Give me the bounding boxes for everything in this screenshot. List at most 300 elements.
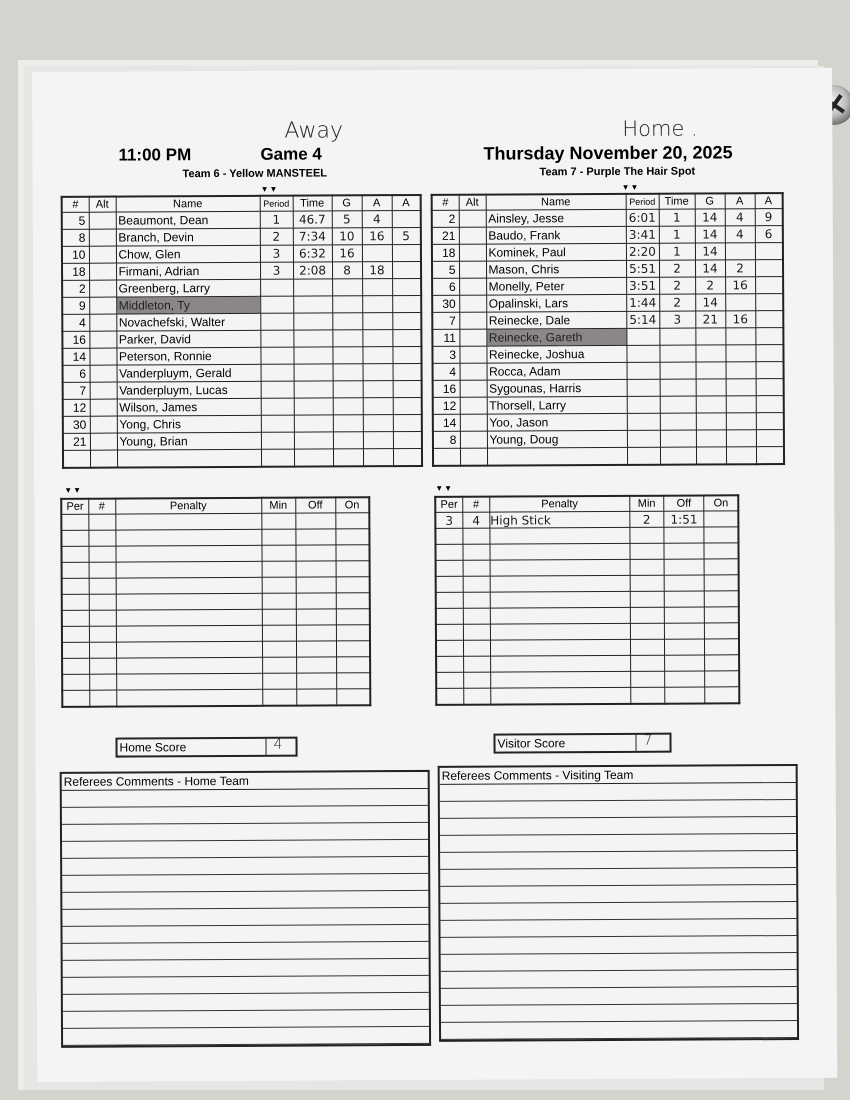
penalty-header-row bbox=[61, 497, 369, 514]
assist-2 bbox=[755, 243, 783, 260]
assist-2 bbox=[392, 261, 421, 278]
comment-line bbox=[62, 891, 428, 910]
comment-line bbox=[441, 1004, 797, 1023]
col-per-header: Per bbox=[61, 499, 88, 515]
goal-scorer: 2 bbox=[695, 277, 725, 294]
penalty-off-time bbox=[664, 559, 704, 575]
col-name-header: Name bbox=[486, 194, 626, 210]
goal-scorer: 14 bbox=[695, 243, 725, 260]
goal-period bbox=[261, 381, 294, 398]
penalty-type bbox=[491, 687, 631, 704]
penalty-on-time bbox=[336, 561, 370, 577]
player-number: 8 bbox=[433, 431, 460, 448]
assist-1 bbox=[363, 449, 393, 467]
player-name: Middleton, Ty bbox=[116, 296, 260, 314]
penalty-player-number bbox=[89, 642, 116, 658]
comment-line bbox=[440, 834, 796, 853]
assist-2 bbox=[756, 362, 784, 379]
goal-time bbox=[293, 279, 332, 296]
assist-1: 16 bbox=[362, 228, 392, 245]
home-comments-box bbox=[60, 770, 431, 1048]
assist-1 bbox=[726, 413, 756, 430]
assist-2 bbox=[393, 363, 422, 380]
penalty-off-time bbox=[295, 529, 335, 545]
penalty-type bbox=[116, 561, 262, 578]
player-number: 7 bbox=[63, 382, 90, 399]
table-row bbox=[432, 243, 783, 262]
goal-period bbox=[627, 362, 660, 379]
table-row bbox=[436, 687, 739, 705]
penalty-off-time bbox=[664, 543, 704, 559]
penalty-on-time bbox=[704, 559, 738, 575]
player-number: 30 bbox=[432, 295, 459, 312]
table-row bbox=[433, 447, 784, 466]
penalty-player-number bbox=[89, 562, 116, 578]
goal-period bbox=[260, 347, 293, 364]
goal-scorer bbox=[333, 415, 363, 432]
goal-time bbox=[660, 379, 696, 396]
penalty-period bbox=[62, 578, 89, 594]
player-alt bbox=[459, 261, 486, 278]
player-alt bbox=[459, 312, 486, 329]
col-off-header: Off bbox=[295, 497, 335, 513]
player-number: 10 bbox=[62, 246, 89, 263]
player-name: Monelly, Peter bbox=[486, 277, 626, 295]
goal-scorer: 14 bbox=[695, 209, 725, 226]
table-row bbox=[432, 345, 783, 364]
penalty-player-number bbox=[463, 592, 490, 608]
table-row bbox=[435, 527, 738, 545]
assist-1: 4 bbox=[362, 211, 392, 228]
assist-2 bbox=[392, 210, 421, 227]
goal-period bbox=[260, 330, 293, 347]
assist-2 bbox=[755, 260, 783, 277]
assist-1 bbox=[726, 379, 756, 396]
penalty-minutes bbox=[630, 655, 664, 671]
table-row bbox=[63, 397, 422, 416]
player-alt bbox=[89, 246, 116, 263]
assist-2 bbox=[392, 329, 421, 346]
penalty-period bbox=[62, 610, 89, 626]
player-alt bbox=[460, 380, 487, 397]
comment-line bbox=[63, 1010, 429, 1029]
col-on-header: On bbox=[335, 497, 369, 513]
col-per-header: Per bbox=[435, 497, 462, 513]
penalty-period bbox=[436, 656, 463, 672]
col-penalty-header: Penalty bbox=[115, 498, 261, 514]
player-name: Reinecke, Dale bbox=[486, 311, 626, 329]
assist-2 bbox=[392, 244, 421, 261]
penalty-type bbox=[490, 559, 630, 576]
assist-2 bbox=[393, 448, 422, 466]
table-row bbox=[62, 609, 370, 627]
away-handwritten-note: Away bbox=[284, 118, 344, 144]
table-row bbox=[62, 210, 421, 229]
goal-scorer bbox=[332, 296, 362, 313]
penalty-player-number: 4 bbox=[462, 512, 489, 528]
player-number: 16 bbox=[62, 331, 89, 348]
goal-time bbox=[660, 396, 696, 413]
penalty-player-number bbox=[463, 528, 490, 544]
goal-scorer bbox=[332, 330, 362, 347]
goal-scorer: 14 bbox=[695, 260, 725, 277]
game-date: Thursday November 20, 2025 bbox=[483, 142, 733, 164]
penalty-player-number bbox=[89, 594, 116, 610]
col-off-header: Off bbox=[664, 495, 704, 511]
penalty-type bbox=[116, 673, 262, 690]
penalty-on-time bbox=[335, 529, 369, 545]
assist-2: 6 bbox=[755, 226, 783, 243]
player-name: Wilson, James bbox=[117, 398, 261, 416]
table-row bbox=[62, 227, 421, 246]
goal-period bbox=[260, 313, 293, 330]
player-alt bbox=[460, 414, 487, 431]
goal-time: 2 bbox=[659, 260, 695, 277]
penalty-type bbox=[116, 625, 262, 642]
assist-1: 18 bbox=[362, 262, 392, 279]
table-row bbox=[432, 260, 783, 279]
assist-2 bbox=[756, 447, 784, 465]
goal-period: 6:01 bbox=[626, 209, 659, 226]
home-score-box bbox=[115, 737, 297, 758]
comment-line bbox=[440, 902, 796, 921]
goal-scorer bbox=[333, 364, 363, 381]
goal-scorer bbox=[696, 396, 726, 413]
penalty-off-time bbox=[296, 593, 336, 609]
table-row bbox=[62, 673, 370, 691]
penalty-type bbox=[490, 671, 630, 688]
penalty-type bbox=[490, 575, 630, 592]
home-penalty-arrows-icon: ▼▼ bbox=[435, 483, 454, 493]
comment-line bbox=[62, 925, 428, 944]
assist-1 bbox=[725, 328, 755, 345]
penalty-on-time bbox=[704, 511, 738, 527]
penalty-header-row bbox=[435, 495, 738, 512]
player-number: 21 bbox=[63, 433, 90, 450]
goal-scorer: 21 bbox=[695, 311, 725, 328]
goal-period: 5:51 bbox=[626, 260, 659, 277]
goal-scorer bbox=[696, 447, 726, 465]
penalty-period bbox=[436, 592, 463, 608]
penalty-minutes bbox=[262, 577, 296, 593]
assist-1 bbox=[726, 447, 756, 465]
player-name: Rocca, Adam bbox=[487, 362, 627, 380]
assist-1 bbox=[363, 381, 393, 398]
table-row bbox=[61, 513, 369, 531]
player-number: 18 bbox=[62, 263, 89, 280]
table-row bbox=[63, 448, 422, 467]
goal-period bbox=[627, 430, 660, 447]
penalty-on-time bbox=[705, 623, 739, 639]
goal-period bbox=[261, 415, 294, 432]
penalty-minutes bbox=[630, 543, 664, 559]
assist-2 bbox=[392, 295, 421, 312]
player-name: Thorsell, Larry bbox=[487, 396, 627, 414]
home-score-value: 4 bbox=[273, 736, 283, 753]
player-number: 14 bbox=[433, 414, 460, 431]
penalty-player-number bbox=[89, 626, 116, 642]
assist-2 bbox=[393, 380, 422, 397]
table-row bbox=[63, 380, 422, 399]
player-name: Greenberg, Larry bbox=[116, 279, 260, 297]
goal-time bbox=[293, 313, 332, 330]
col-assist2-header: A bbox=[755, 193, 783, 209]
table-row bbox=[436, 575, 739, 593]
penalty-player-number bbox=[463, 624, 490, 640]
assist-2 bbox=[755, 277, 783, 294]
player-number: 5 bbox=[62, 212, 89, 229]
penalty-off-time bbox=[295, 513, 335, 529]
assist-1 bbox=[362, 296, 392, 313]
penalty-on-time bbox=[705, 639, 739, 655]
player-name: Reinecke, Gareth bbox=[486, 328, 626, 346]
goal-time bbox=[294, 449, 333, 467]
player-alt bbox=[460, 448, 487, 466]
penalty-on-time bbox=[704, 591, 738, 607]
player-number: 4 bbox=[62, 314, 89, 331]
goal-period: 5:14 bbox=[626, 311, 659, 328]
assist-2 bbox=[756, 379, 784, 396]
home-roster-table bbox=[431, 192, 785, 467]
goal-time bbox=[294, 415, 333, 432]
col-time-header: Time bbox=[293, 195, 332, 211]
penalty-player-number bbox=[463, 640, 490, 656]
assist-2: 9 bbox=[755, 209, 783, 226]
assist-1 bbox=[726, 430, 756, 447]
goal-scorer bbox=[695, 345, 725, 362]
goal-period: 3:51 bbox=[626, 277, 659, 294]
table-row bbox=[62, 641, 370, 659]
goal-time: 2 bbox=[659, 294, 695, 311]
goal-time bbox=[294, 381, 333, 398]
goal-period: 2 bbox=[260, 228, 293, 245]
penalty-off-time bbox=[296, 657, 336, 673]
player-number: 12 bbox=[433, 397, 460, 414]
table-row bbox=[436, 591, 739, 609]
player-name: Branch, Devin bbox=[116, 228, 260, 246]
player-alt bbox=[459, 295, 486, 312]
penalty-off-time bbox=[665, 655, 705, 671]
penalty-type bbox=[116, 593, 262, 610]
penalty-period bbox=[62, 626, 89, 642]
comment-line bbox=[63, 959, 429, 978]
home-score-divider bbox=[265, 739, 266, 755]
col-assist1-header: A bbox=[362, 195, 392, 211]
penalty-type bbox=[490, 527, 630, 544]
penalty-minutes bbox=[262, 609, 296, 625]
penalty-player-number bbox=[89, 658, 116, 674]
table-row bbox=[436, 607, 739, 625]
assist-1 bbox=[362, 347, 392, 364]
goal-scorer bbox=[333, 398, 363, 415]
penalty-minutes bbox=[630, 687, 664, 704]
home-penalty-table bbox=[434, 494, 740, 706]
penalty-on-time bbox=[335, 545, 369, 561]
penalty-period bbox=[62, 658, 89, 674]
table-row bbox=[62, 657, 370, 675]
goal-period bbox=[261, 364, 294, 381]
penalty-off-time bbox=[664, 575, 704, 591]
penalty-minutes bbox=[262, 641, 296, 657]
penalty-period bbox=[61, 530, 88, 546]
col-goal-header: G bbox=[695, 193, 725, 209]
player-name: Opalinski, Lars bbox=[486, 294, 626, 312]
col-min-header: Min bbox=[261, 498, 295, 514]
penalty-player-number bbox=[88, 546, 115, 562]
penalty-minutes bbox=[630, 591, 664, 607]
player-name: Beaumont, Dean bbox=[116, 211, 260, 229]
table-row bbox=[432, 294, 783, 313]
goal-period bbox=[261, 432, 294, 449]
goal-period: 1:44 bbox=[626, 294, 659, 311]
table-row bbox=[435, 511, 738, 529]
penalty-player-number bbox=[89, 674, 116, 690]
penalty-period bbox=[436, 624, 463, 640]
penalty-period bbox=[62, 562, 89, 578]
goal-time: 1 bbox=[659, 226, 695, 243]
player-alt bbox=[90, 450, 117, 468]
visiting-comments-box bbox=[438, 764, 799, 1042]
assist-1 bbox=[725, 345, 755, 362]
player-number: 9 bbox=[62, 297, 89, 314]
penalty-on-time bbox=[705, 607, 739, 623]
home-comments-title: Referees Comments - Home Team bbox=[62, 772, 428, 791]
penalty-player-number bbox=[463, 688, 490, 705]
penalty-period bbox=[436, 576, 463, 592]
away-arrows-icon: ▼▼ bbox=[260, 184, 279, 194]
player-number: 7 bbox=[432, 312, 459, 329]
penalty-off-time bbox=[296, 609, 336, 625]
penalty-minutes bbox=[261, 529, 295, 545]
col-goal-header: G bbox=[332, 195, 362, 211]
col-on-header: On bbox=[704, 495, 738, 511]
penalty-period bbox=[436, 640, 463, 656]
assist-1 bbox=[726, 396, 756, 413]
visitor-score-divider bbox=[635, 735, 636, 751]
goal-time bbox=[293, 347, 332, 364]
assist-2 bbox=[756, 396, 784, 413]
goal-scorer: 14 bbox=[695, 226, 725, 243]
table-row bbox=[62, 312, 421, 331]
penalty-minutes: 2 bbox=[630, 511, 664, 527]
player-name: Reinecke, Joshua bbox=[486, 345, 626, 363]
penalty-period bbox=[436, 560, 463, 576]
penalty-off-time bbox=[665, 687, 705, 704]
assist-1 bbox=[363, 398, 393, 415]
player-alt bbox=[90, 365, 117, 382]
col-alt-header: Alt bbox=[89, 197, 116, 213]
player-name: Vanderpluym, Lucas bbox=[117, 381, 261, 399]
col-min-header: Min bbox=[629, 496, 663, 512]
assist-1 bbox=[362, 313, 392, 330]
player-alt bbox=[459, 278, 486, 295]
penalty-minutes bbox=[630, 671, 664, 687]
assist-1 bbox=[363, 364, 393, 381]
scoresheet bbox=[32, 68, 837, 1082]
penalty-player-number bbox=[463, 576, 490, 592]
home-score-label: Home Score bbox=[119, 740, 187, 755]
penalty-period bbox=[436, 608, 463, 624]
comment-line bbox=[441, 987, 797, 1006]
player-name: Young, Brian bbox=[117, 432, 261, 450]
assist-2 bbox=[393, 414, 422, 431]
col-alt-header: Alt bbox=[459, 195, 486, 211]
penalty-type bbox=[115, 513, 261, 530]
comment-line bbox=[440, 919, 796, 938]
col-number-header: # bbox=[62, 197, 89, 213]
penalty-player-number bbox=[463, 544, 490, 560]
goal-time bbox=[660, 447, 696, 465]
penalty-period bbox=[62, 642, 89, 658]
table-row bbox=[436, 655, 739, 673]
player-number: 12 bbox=[63, 399, 90, 416]
table-row bbox=[433, 362, 784, 381]
player-alt bbox=[89, 314, 116, 331]
penalty-type bbox=[490, 655, 630, 672]
away-penalty-table bbox=[60, 496, 371, 708]
penalty-on-time bbox=[705, 687, 739, 704]
table-row bbox=[61, 545, 369, 563]
home-arrows-icon: ▼▼ bbox=[621, 182, 640, 192]
assist-1: 16 bbox=[725, 277, 755, 294]
comment-line bbox=[441, 936, 797, 955]
player-number: 5 bbox=[432, 261, 459, 278]
table-row bbox=[432, 328, 783, 347]
player-number bbox=[433, 448, 460, 466]
player-alt bbox=[459, 329, 486, 346]
table-row bbox=[432, 277, 783, 296]
goal-period: 1 bbox=[260, 211, 293, 228]
penalty-period bbox=[435, 544, 462, 560]
penalty-minutes bbox=[630, 575, 664, 591]
penalty-on-time bbox=[336, 593, 370, 609]
penalty-type bbox=[490, 607, 630, 624]
assist-1 bbox=[363, 432, 393, 449]
assist-1: 2 bbox=[725, 260, 755, 277]
penalty-player-number bbox=[89, 610, 116, 626]
player-name: Yoo, Jason bbox=[487, 413, 627, 431]
comment-line bbox=[63, 1027, 429, 1046]
penalty-period bbox=[435, 528, 462, 544]
assist-2 bbox=[755, 311, 783, 328]
player-alt bbox=[89, 297, 116, 314]
assist-1 bbox=[362, 245, 392, 262]
player-alt bbox=[89, 263, 116, 280]
goal-time bbox=[294, 364, 333, 381]
game-number: Game 4 bbox=[260, 144, 322, 164]
player-alt bbox=[89, 280, 116, 297]
goal-scorer bbox=[696, 379, 726, 396]
comment-line bbox=[62, 908, 428, 927]
penalty-period bbox=[62, 594, 89, 610]
player-number: 2 bbox=[432, 210, 459, 227]
goal-scorer: 8 bbox=[332, 262, 362, 279]
penalty-on-time bbox=[336, 577, 370, 593]
goal-time: 3 bbox=[659, 311, 695, 328]
penalty-period bbox=[436, 672, 463, 688]
penalty-on-time bbox=[704, 527, 738, 543]
goal-time: 2 bbox=[659, 277, 695, 294]
table-row bbox=[436, 559, 739, 577]
goal-time: 6:32 bbox=[293, 245, 332, 262]
penalty-minutes bbox=[630, 607, 664, 623]
table-row bbox=[61, 529, 369, 547]
comment-line bbox=[62, 823, 428, 842]
goal-scorer bbox=[332, 347, 362, 364]
player-alt bbox=[459, 346, 486, 363]
goal-scorer bbox=[332, 313, 362, 330]
penalty-on-time bbox=[704, 575, 738, 591]
